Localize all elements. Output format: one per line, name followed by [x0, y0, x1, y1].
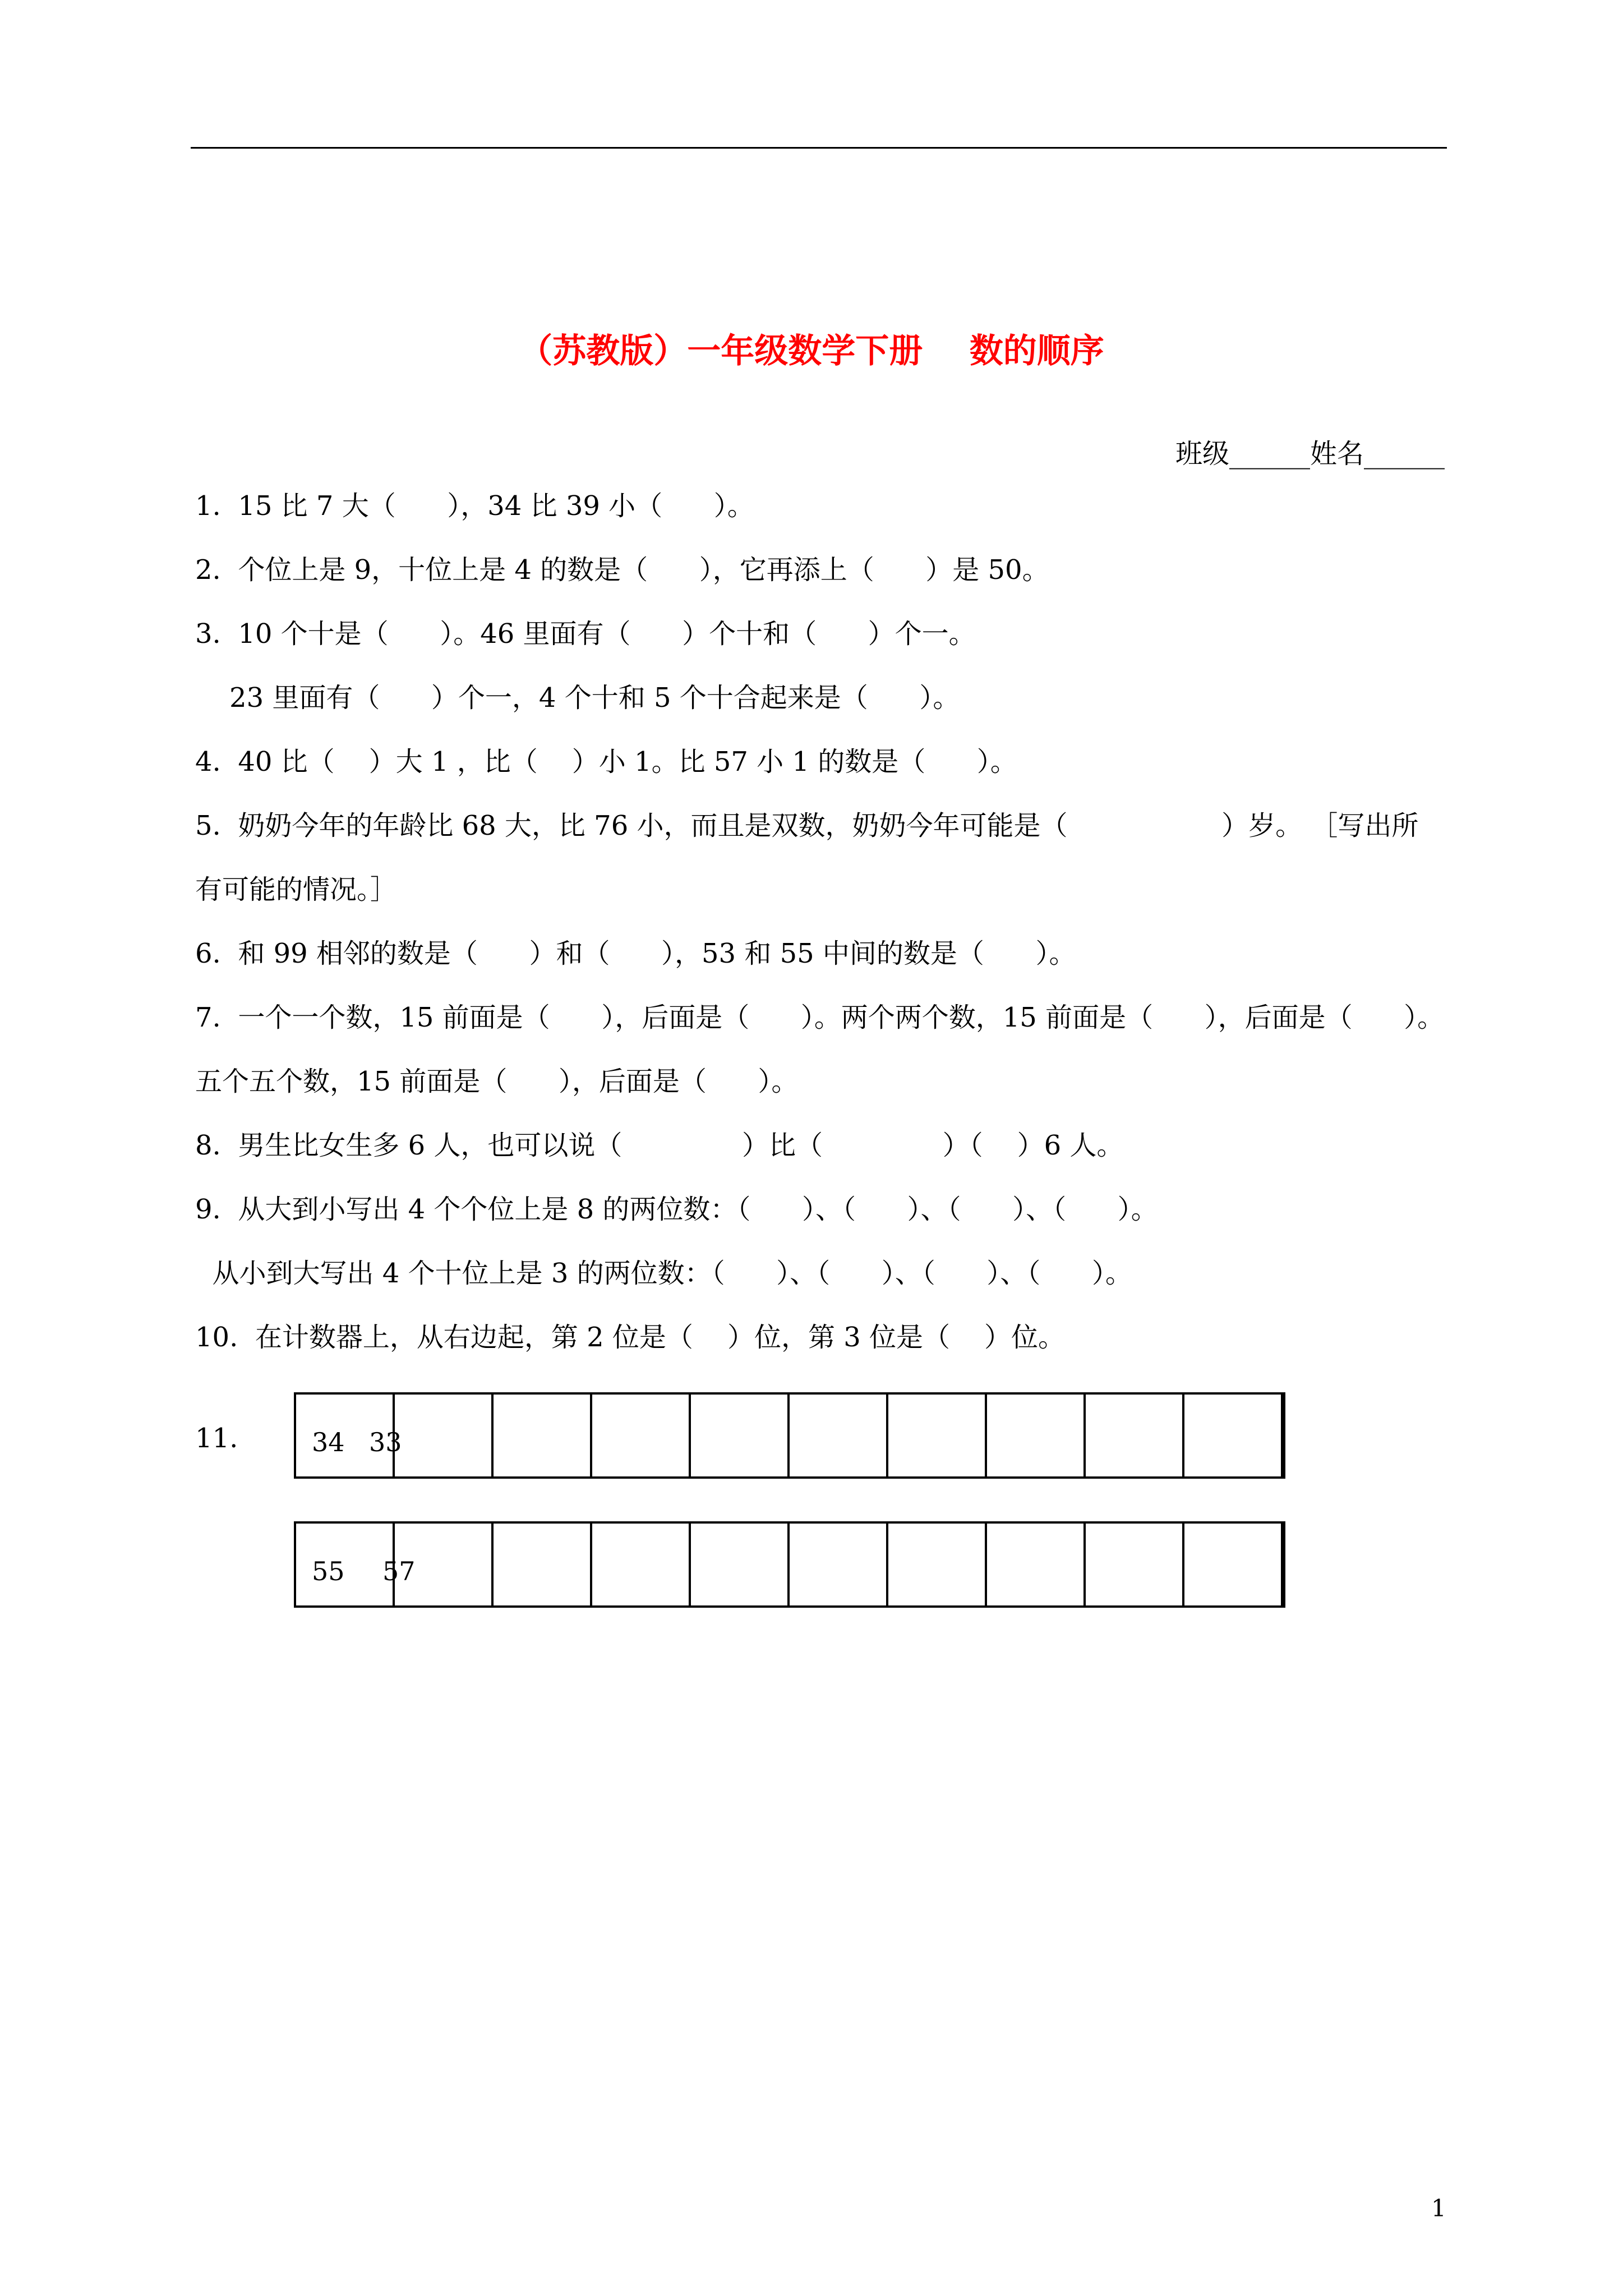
- question-5: 5. 奶奶今年的年龄比 68 大，比 76 小，而且是双数，奶奶今年可能是（ ）岁。 ［写出所: [195, 810, 1419, 841]
- grid-cell[interactable]: [395, 1395, 494, 1476]
- page-number: 1: [1431, 2194, 1446, 2222]
- header-rule: [191, 147, 1447, 149]
- grid-cell[interactable]: [691, 1524, 790, 1605]
- given-number: 55: [312, 1556, 345, 1586]
- given-number: 57: [382, 1556, 416, 1586]
- class-name-field: 班级______姓名______: [1175, 438, 1445, 470]
- question-6: 6. 和 99 相邻的数是（ ）和（ ），53 和 55 中间的数是（ ）。: [195, 938, 1076, 969]
- question-3: 3. 10 个十是（ ）。46 里面有（ ）个十和（ ）个一。: [195, 618, 976, 650]
- grid-cell[interactable]: [888, 1395, 987, 1476]
- question-10: 10. 在计数器上，从右边起，第 2 位是（ ）位，第 3 位是（ ）位。: [195, 1322, 1066, 1353]
- grid-cell[interactable]: [296, 1524, 395, 1605]
- sequence-grid-1: [294, 1392, 1285, 1479]
- grid-cell[interactable]: [888, 1524, 987, 1605]
- grid-cell[interactable]: [691, 1395, 790, 1476]
- question-7: 7. 一个一个数，15 前面是（ ），后面是（ ）。两个两个数，15 前面是（ ），后面是（ ）。: [195, 1002, 1445, 1033]
- grid-cell[interactable]: [494, 1395, 592, 1476]
- grid-cell[interactable]: [987, 1524, 1086, 1605]
- grid-cell[interactable]: [790, 1395, 888, 1476]
- grid-cell[interactable]: [1184, 1524, 1283, 1605]
- question-1: 1. 15 比 7 大（ ），34 比 39 小（ ）。: [195, 490, 754, 522]
- given-number: 33: [369, 1427, 402, 1457]
- question-5-continued: 有可能的情况。］: [195, 874, 398, 905]
- question-3-continued: 23 里面有（ ）个一，4 个十和 5 个十合起来是（ ）。: [195, 682, 960, 714]
- grid-cell[interactable]: [790, 1524, 888, 1605]
- grid-cell[interactable]: [592, 1524, 691, 1605]
- question-9-continued: 从小到大写出 4 个十位上是 3 的两位数：（ ）、（ ）、（ ）、（ ）。: [195, 1258, 1132, 1289]
- grid-cell[interactable]: [1086, 1524, 1184, 1605]
- worksheet-title: （苏教版）一年级数学下册 数的顺序: [519, 332, 1104, 371]
- question-11-label: 11.: [195, 1423, 238, 1454]
- question-2: 2. 个位上是 9，十位上是 4 的数是（ ），它再添上（ ）是 50。: [195, 554, 1049, 586]
- question-4: 4. 40 比（ ）大 1 ，比（ ）小 1。比 57 小 1 的数是（ ）。: [195, 746, 1017, 777]
- grid-cell[interactable]: [1184, 1395, 1283, 1476]
- question-7-continued: 五个五个数，15 前面是（ ），后面是（ ）。: [195, 1066, 799, 1097]
- grid-cell[interactable]: [494, 1524, 592, 1605]
- sequence-grid-2: [294, 1521, 1285, 1608]
- question-8: 8. 男生比女生多 6 人，也可以说（ ）比（ ）（ ）6 人。: [195, 1130, 1124, 1161]
- given-number: 34: [312, 1427, 345, 1457]
- grid-cell[interactable]: [592, 1395, 691, 1476]
- question-9: 9. 从大到小写出 4 个个位上是 8 的两位数：（ ）、（ ）、（ ）、（ ）。: [195, 1194, 1158, 1225]
- grid-cell[interactable]: [1086, 1395, 1184, 1476]
- grid-cell[interactable]: [987, 1395, 1086, 1476]
